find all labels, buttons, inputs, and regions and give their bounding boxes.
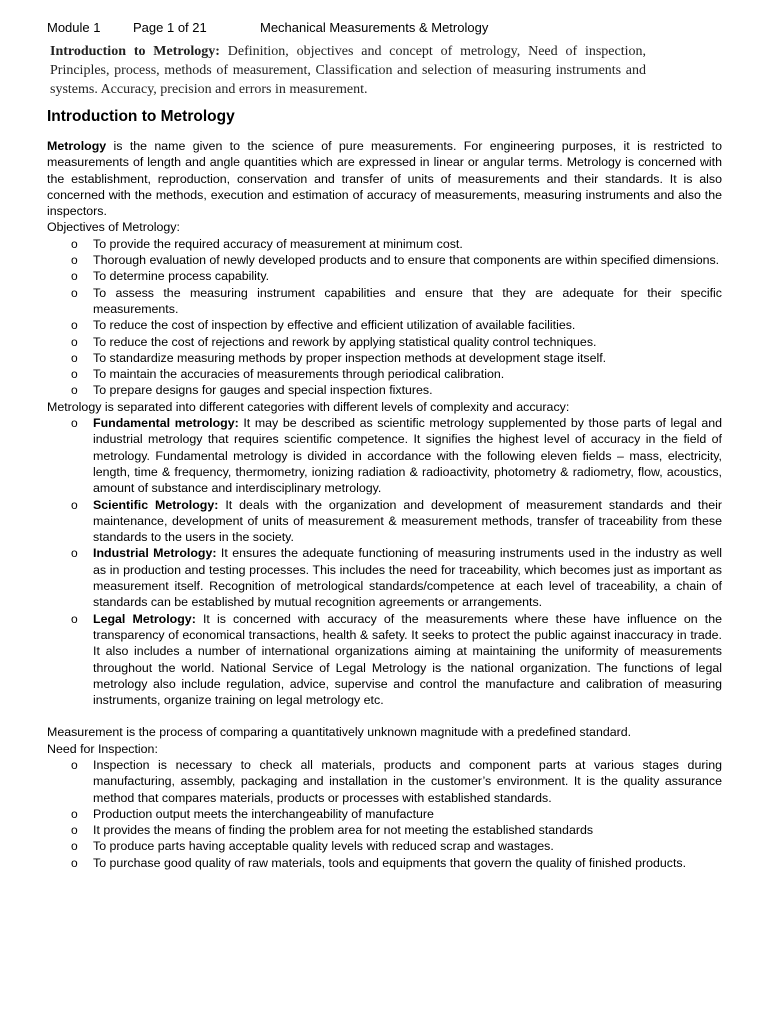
list-item-text: It ensures the adequate functioning of measuring instruments used in the industry as well as in production and testing processes. This includes the need for traceability, which becomes just as important as measurement itself. Recognition of metrological standards/competence at each level of traceability, a chain of standards can be established by mutual recognition agreements or arrangements. bbox=[93, 546, 722, 610]
bullet-icon: o bbox=[71, 416, 78, 431]
list-item bbox=[47, 822, 722, 838]
bullet-icon: o bbox=[71, 236, 78, 251]
bullet-icon: o bbox=[71, 823, 78, 838]
list-item bbox=[47, 285, 722, 318]
list-item-term: Fundamental metrology: bbox=[93, 416, 239, 431]
list-item-text: To assess the measuring instrument capabilities and ensure that they are adequate for their specific measurements. bbox=[93, 285, 722, 316]
bullet-icon: o bbox=[71, 367, 78, 382]
bullet-icon: o bbox=[71, 806, 78, 821]
list-item bbox=[47, 838, 722, 854]
objectives-list bbox=[47, 236, 722, 399]
list-item-term: Scientific Metrology: bbox=[93, 497, 219, 512]
list-item-text: It may be described as scientific metrology supplemented by those parts of legal and industrial metrology that requires scientific competence. It signifies the highest level of accuracy in the field of metrology. Fundamental metrology is divided in accordance with the following eleven fields – mass, electricity, length, time & frequency, thermometry, ionizing radiation & radioactivity, photometry & radiometry, flow, acoustics, amount of substance and interdisciplinary metrology. bbox=[93, 416, 722, 496]
list-item bbox=[47, 366, 722, 382]
list-item-text: It provides the means of finding the problem area for not meeting the established standards bbox=[93, 823, 594, 838]
list-item bbox=[47, 611, 722, 709]
list-item-text: Inspection is necessary to check all materials, products and component parts at various stages during manufacturing, assembly, packaging and installation in the customer’s environment. It is the quality assurance method that compares materials, products or processes with established standards. bbox=[93, 757, 722, 805]
list-item bbox=[47, 757, 722, 806]
bullet-icon: o bbox=[71, 269, 78, 284]
list-item bbox=[47, 382, 722, 398]
bullet-icon: o bbox=[71, 855, 78, 870]
bullet-icon: o bbox=[71, 383, 78, 398]
bullet-icon: o bbox=[71, 285, 78, 300]
module-label: Module 1 bbox=[47, 19, 101, 35]
list-item-term: Industrial Metrology: bbox=[93, 546, 217, 561]
list-item bbox=[47, 806, 722, 822]
bullet-icon: o bbox=[71, 318, 78, 333]
bullet-icon: o bbox=[71, 334, 78, 349]
list-item-text: To provide the required accuracy of measurement at minimum cost. bbox=[93, 236, 463, 251]
categories-heading: Metrology is separated into different categories with different levels of complexity and accuracy: bbox=[47, 399, 570, 414]
section-title: Introduction to Metrology bbox=[47, 108, 235, 125]
measurement-definition: Measurement is the process of comparing a quantitatively unknown magnitude with a predefined standard. bbox=[47, 725, 632, 740]
list-item bbox=[47, 236, 722, 252]
inspection-list bbox=[47, 757, 722, 871]
syllabus-title: Introduction to Metrology: bbox=[50, 44, 220, 59]
intro-paragraph bbox=[47, 138, 722, 219]
list-item-text: To determine process capability. bbox=[93, 269, 270, 284]
list-item-text: To standardize measuring methods by proper inspection methods at development stage itself. bbox=[93, 350, 607, 365]
list-item bbox=[47, 268, 722, 284]
bullet-icon: o bbox=[71, 253, 78, 268]
list-item-text: It is concerned with accuracy of the measurements where these have influence on the transparency of economical transactions, health & safety. It seeks to protect the public against inaccuracy in trade. It also includes a number of international organizations aiming at maintaining the uniformity of measurements throughout the world. National Service of Legal Metrology is the national organization. The functions of legal metrology also include regulation, advice, supervise and control the manufacture and calibration of measuring instruments, organize training on legal metrology etc. bbox=[93, 611, 722, 708]
intro-term: Metrology bbox=[47, 139, 107, 153]
categories-list bbox=[47, 415, 722, 708]
list-item-text: To reduce the cost of inspection by effective and efficient utilization of available facilities. bbox=[93, 318, 576, 333]
list-item-text: It deals with the organization and development of measurement standards and their maintenance, development of units of measurement & measurement methods, transfer of traceability from these standards to the users in the society. bbox=[93, 497, 722, 545]
list-item-text: To reduce the cost of rejections and rework by applying statistical quality control techniques. bbox=[93, 334, 597, 349]
bullet-icon: o bbox=[71, 350, 78, 365]
syllabus-text: Definition, objectives and concept of metrology, Need of inspection, Principles, process, methods of measurement, Classification and selection of measuring instruments and systems. Accuracy, precision and errors in measurement. bbox=[50, 44, 647, 97]
syllabus-block bbox=[50, 42, 646, 99]
objectives-heading: Objectives of Metrology: bbox=[47, 220, 180, 235]
list-item-text: To produce parts having acceptable quality levels with reduced scrap and wastages. bbox=[93, 839, 554, 854]
page-header bbox=[47, 16, 722, 38]
list-item-text: Thorough evaluation of newly developed products and to ensure that components are within specified dimensions. bbox=[93, 253, 720, 268]
bullet-icon: o bbox=[71, 611, 78, 626]
list-item bbox=[47, 317, 722, 333]
page-number: Page 1 of 21 bbox=[133, 19, 207, 35]
list-item-text: Production output meets the interchangeability of manufacture bbox=[93, 806, 434, 821]
list-item bbox=[47, 855, 722, 871]
bullet-icon: o bbox=[71, 497, 78, 512]
list-item bbox=[47, 497, 722, 546]
list-item bbox=[47, 350, 722, 366]
inspection-heading: Need for Inspection: bbox=[47, 741, 158, 756]
intro-text: is the name given to the science of pure measurements. For engineering purposes, it is restricted to measurements of length and angle quantities which are expressed in linear or angular terms. Metrology is concerned with the establishment, reproduction, conservation and transfer of units of measurements and their standards. It is also concerned with the methods, execution and estimation of accuracy of measurements, measuring instruments and also the inspectors. bbox=[47, 139, 722, 219]
course-title: Mechanical Measurements & Metrology bbox=[260, 19, 489, 35]
list-item bbox=[47, 334, 722, 350]
list-item-term: Legal Metrology: bbox=[93, 611, 196, 626]
list-item bbox=[47, 545, 722, 610]
list-item bbox=[47, 415, 722, 496]
list-item-text: To maintain the accuracies of measurements through periodical calibration. bbox=[93, 367, 505, 382]
bullet-icon: o bbox=[71, 546, 78, 561]
list-item-text: To prepare designs for gauges and special inspection fixtures. bbox=[93, 383, 433, 398]
bullet-icon: o bbox=[71, 839, 78, 854]
list-item-text: To purchase good quality of raw materials, tools and equipments that govern the quality of finished products. bbox=[93, 855, 687, 870]
bullet-icon: o bbox=[71, 757, 78, 772]
list-item bbox=[47, 252, 722, 268]
document-page bbox=[47, 16, 722, 871]
